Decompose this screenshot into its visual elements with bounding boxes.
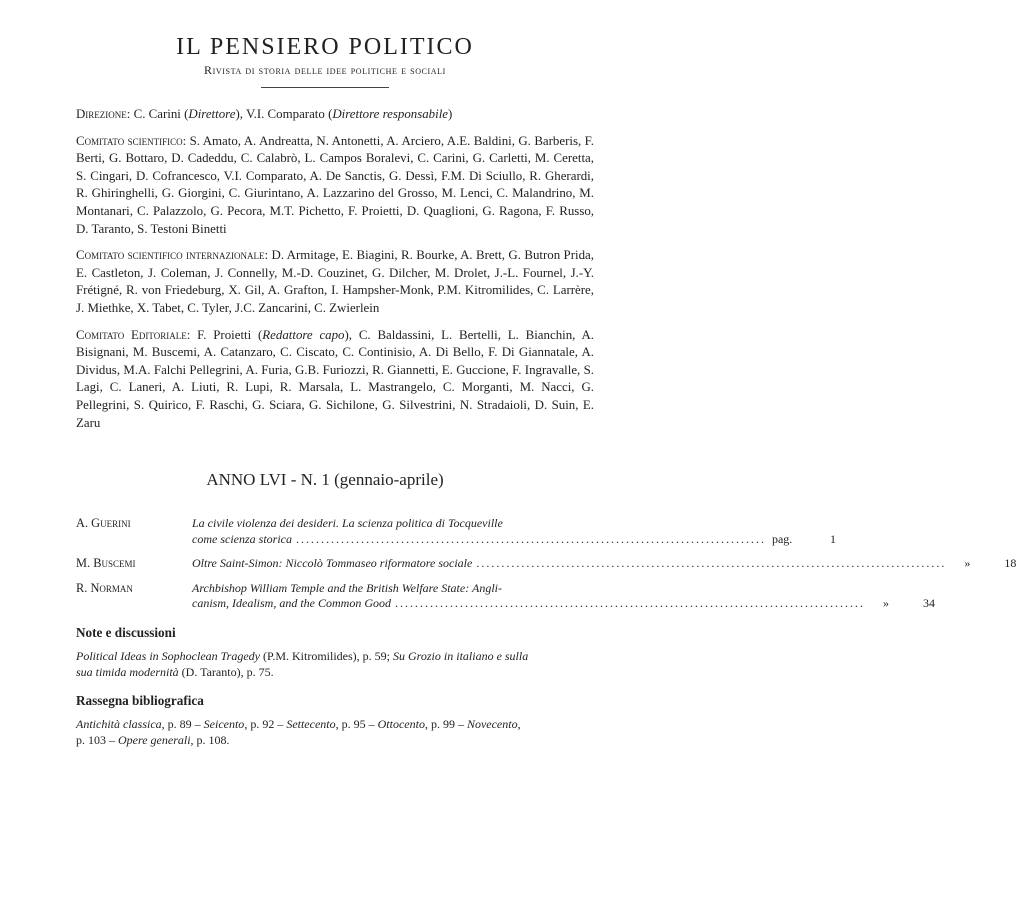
- toc-leader-dots: ..............................................................................................: [394, 596, 865, 611]
- comitato-editoriale-paragraph: Comitato Editoriale: F. Proietti (Redattore capo), C. Baldassini, L. Bertelli, L. Bianchin, A. Bisignani, M. Buscemi, A. Catanzaro, C. Ciscato, C. Continisio, A. Di Bello, F. Di Giannatale, A. Dividus, M.A. Falchi Pellegrini, A. Furia, G.B. Furiozzi, R. Giannetti, E. Guccione, F. Ingravalle, S. Lagi, C. Laneri, A. Liuti, R. Lupi, R. Marsala, L. Mastrangelo, C. Morganti, M. Nacci, G. Pellegrini, S. Quirico, F. Raschi, G. Sciara, G. Sichilone, G. Silvestrini, N. Stradaioli, D. Suin, E. Zaru: [76, 327, 594, 430]
- rassegna-page: , p. 89 –: [161, 716, 204, 731]
- masthead: [0, 0, 650, 88]
- note-item-2-info: (D. Taranto), p. 75.: [178, 664, 274, 679]
- rassegna-item-novecento[interactable]: Novecento: [466, 716, 518, 731]
- direzione-role-2: Direttore responsabile: [332, 107, 449, 121]
- note-discussioni-text: [76, 648, 530, 680]
- rassegna-page: , p. 108.: [190, 732, 230, 747]
- toc-last-line: [192, 532, 836, 548]
- note-item-1-title[interactable]: Political Ideas in Sophoclean Tragedy: [76, 648, 260, 663]
- comitato-editoriale-role-1: Redattore capo: [262, 327, 345, 342]
- toc-page-number: 18: [1004, 556, 1016, 571]
- rassegna-page: , p. 99 –: [424, 716, 467, 731]
- note-discussioni-heading: Note e discussioni: [76, 624, 176, 640]
- note-discussioni-section: [76, 624, 594, 680]
- note-item-1-info: (P.M. Kitromilides), p. 59;: [259, 648, 393, 663]
- rassegna-text: [76, 716, 530, 748]
- toc-body: [192, 581, 935, 612]
- direzione-name-2: V.I. Comparato: [245, 107, 325, 121]
- comitato-internazionale-members: D. Armitage, E. Biagini, R. Bourke, A. Brett, G. Butron Prida, E. Castleton, J. Coleman, J. Connelly, M.-D. Couzinet, G. Dilcher, M. Drolet, J.-L. Fournel, J.-Y. Frétigné, R. von Friedeburg, X. Gil, A. Grafton, I. Hampsher-Monk, P.M. Kitromilides, C. Larrère, J. Miethke, X. Tabet, C. Tyler, J.C. Zancarini, C. Zwierlein: [76, 248, 594, 315]
- masthead-divider: [261, 87, 389, 88]
- toc-author: A. Guerini: [76, 516, 131, 531]
- rassegna-page: , p. 95 –: [335, 716, 378, 731]
- toc-last-line: [192, 556, 1016, 572]
- comitato-scientifico-label: Comitato scientifico:: [76, 133, 187, 148]
- toc-author: R. Norman: [76, 580, 133, 595]
- rassegna-item-seicento[interactable]: Seicento: [203, 716, 245, 731]
- toc-title-line: Archbishop William Temple and the British Welfare State: Angli-: [192, 580, 502, 595]
- rassegna-item-antichita[interactable]: Antichità classica: [76, 716, 162, 731]
- note-item-2-title[interactable]: Su Grozio in italiano e sulla sua timida modernità: [76, 648, 529, 679]
- direzione-label: Direzione:: [76, 107, 131, 121]
- journal-title: IL PENSIERO POLITICO: [176, 34, 474, 60]
- comitato-internazionale-paragraph: [76, 247, 594, 317]
- toc-title-line: La civile violenza dei desideri. La scienza politica di Tocqueville: [192, 516, 503, 531]
- table-of-contents: [76, 516, 1016, 612]
- toc-body: [192, 516, 836, 547]
- toc-leader-dots: ..............................................................................................: [476, 556, 947, 571]
- comitato-editoriale-name-1: F. Proietti: [197, 327, 252, 342]
- toc-leader-dots: ..............................................................................................: [295, 531, 766, 546]
- toc-entry[interactable]: [76, 516, 836, 547]
- toc-page-prefix: »: [964, 556, 971, 571]
- rassegna-item-ottocento[interactable]: Ottocento: [377, 716, 425, 731]
- toc-page-prefix: »: [882, 596, 889, 611]
- rassegna-item-opere-generali[interactable]: Opere generali: [118, 732, 191, 747]
- toc-body: [192, 556, 1016, 572]
- rassegna-heading: Rassegna bibliografica: [76, 692, 204, 708]
- toc-title-end: Oltre Saint-Simon: Niccolò Tommaseo riformatore sociale: [192, 556, 473, 571]
- toc-author: M. Buscemi: [76, 556, 136, 571]
- direzione-paragraph: Direzione: C. Carini (Direttore), V.I. Comparato (Direttore responsabile): [76, 107, 453, 121]
- direzione-name-1: C. Carini: [133, 107, 181, 121]
- comitato-internazionale-label: Comitato scientifico internazionale:: [76, 248, 269, 263]
- journal-subtitle: Rivista di storia delle idee politiche e sociali: [204, 63, 446, 77]
- rassegna-page: , p. 92 –: [244, 716, 287, 731]
- toc-page-number: 34: [922, 596, 935, 611]
- toc-page-number: 1: [829, 531, 836, 546]
- toc-last-line: [192, 596, 935, 612]
- toc-page-prefix: pag.: [771, 531, 793, 546]
- rassegna-section: [76, 692, 594, 748]
- toc-entry[interactable]: [76, 580, 935, 612]
- rassegna-item-settecento[interactable]: Settecento: [286, 716, 336, 731]
- comitato-scientifico-paragraph: [76, 133, 594, 239]
- editorial-board: [76, 106, 594, 432]
- comitato-editoriale-members: C. Baldassini, L. Bertelli, L. Bianchin, A. Bisignani, M. Buscemi, A. Catanzaro, C. Ciscato, C. Continisio, A. Di Bello, F. Di Giannatale, A. Dividus, M.A. Falchi Pellegrini, A. Furia, G.B. Furiozzi, R. Giannetti, E. Guccione, F. Ingravalle, S. Lagi, C. Laneri, A. Liuti, R. Lupi, R. Marsala, L. Mastrangelo, C. Morganti, M. Nacci, G. Pellegrini, S. Quirico, F. Raschi, G. Sciara, G. Sichilone, G. Silvestrini, N. Stradaioli, D. Suin, E. Zaru: [76, 327, 594, 430]
- toc-entry[interactable]: [76, 556, 1016, 572]
- toc-title-end: come scienza storica: [192, 531, 292, 546]
- direzione-role-1: Direttore: [188, 107, 236, 121]
- rassegna-page: , p. 103 –: [76, 716, 521, 747]
- comitato-editoriale-label: Comitato Editoriale:: [76, 327, 191, 342]
- toc-title-end: canism, Idealism, and the Common Good: [192, 596, 391, 611]
- issue-heading: ANNO LVI - N. 1 (gennaio-aprile): [206, 470, 444, 490]
- comitato-scientifico-members: S. Amato, A. Andreatta, N. Antonetti, A. Arciero, A.E. Baldini, G. Barberis, F. Berti, G. Bottaro, D. Cadeddu, C. Calabrò, L. Campos Boralevi, C. Carini, G. Carletti, M. Ceretta, S. Cingari, D. Cofrancesco, V.I. Comparato, A. De Sanctis, G. Dessì, F.M. Di Sciullo, R. Gherardi, R. Ghiringhelli, G. Giorgini, C. Giurintano, A. Lazzarino del Grosso, M. Lenci, C. Malandrino, M. Montanari, C. Palazzolo, G. Pecora, M.T. Pichetto, F. Proietti, D. Quaglioni, G. Ragona, F. Russo, D. Taranto, S. Testoni Binetti: [76, 133, 594, 236]
